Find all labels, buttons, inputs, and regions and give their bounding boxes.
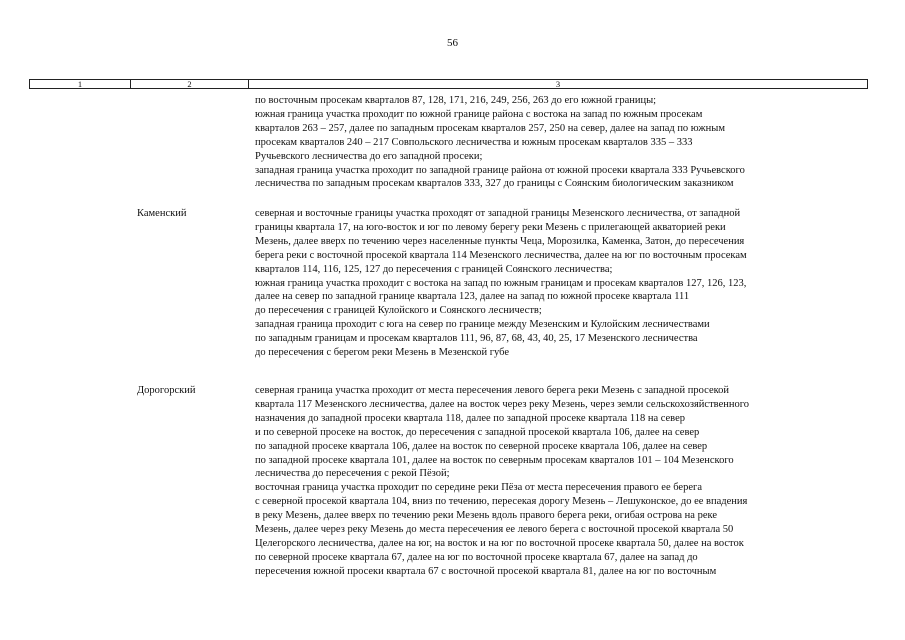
text-line: кварталов 263 – 257, далее по западным просекам кварталов 257, 250 на север, далее на запад по южным [255, 122, 725, 134]
boundary-description [255, 94, 875, 191]
boundary-description [255, 207, 875, 360]
text-line: до пересечения с берегом реки Мезень в Мезенской губе [255, 347, 509, 359]
text-line: пересечения южной просеки квартала 67 с восточной просекой квартала 81, далее на юг по восточным [255, 565, 717, 577]
text-line: просекам кварталов 240 – 217 Совпольского лесничества и южным просекам кварталов 335 – 333 [255, 136, 693, 148]
text-line: границы квартала 17, на юго-восток и юг по левому берегу реки Мезень с прилегающей акваторией реки [255, 221, 726, 233]
text-line: далее на север по западной границе квартала 123, далее на запад по южной просеке квартала 111 [255, 291, 690, 303]
text-line: северная граница участка проходит от места пересечения левого берега реки Мезень с западной просекой [255, 385, 730, 396]
text-line: западная граница проходит с юга на север по границе между Мезенским и Кулойским лесничествами [255, 319, 710, 331]
text-line: Мезень, далее через реку Мезень до места пересечения ее левого берега с восточной просекой квартала 50 [255, 524, 734, 536]
column-header-2: 2 [131, 80, 249, 88]
text-line: восточная граница участка проходит по середине реки Пёза от места пересечения правого ее берега [255, 482, 702, 494]
text-line: по северной просеке квартала 67, далее на юг по восточной просеке квартала 67, далее на запад до [255, 551, 698, 563]
region-name: Каменский [137, 208, 187, 219]
text-line: назначения до западной просеки квартала 118, далее по западной просеке квартала 118 на север [255, 412, 685, 424]
text-line: по восточным просекам кварталов 87, 128, 171, 216, 249, 256, 263 до его южной границы; [255, 95, 657, 106]
page-number: 56 [447, 37, 458, 49]
text-line: с северной просекой квартала 104, вниз по течению, пересекая дорогу Мезень – Лешуконское, до ее впадения [255, 496, 748, 508]
text-line: западная граница участка проходит по западной границе района от южной просеки квартала 333 Ручьевского [255, 164, 745, 176]
text-line: берега реки с восточной просекой квартала 114 Мезенского лесничества, далее на юг по восточным просекам [255, 249, 747, 261]
text-line: кварталов 114, 116, 125, 127 до пересечения с границей Соянского лесничества; [255, 263, 613, 275]
text-line: по западной просеке квартала 106, далее на восток по северной просеке квартала 106, далее на север [255, 440, 708, 452]
text-line: по западным границам и просекам кварталов 111, 96, 87, 68, 43, 40, 25, 17 Мезенского лесничества [255, 333, 698, 345]
table-header-row [29, 79, 868, 89]
text-line: Мезень, далее вверх по течению через населенные пункты Чеца, Морозилка, Каменка, Затон, до пересечения [255, 235, 745, 247]
text-line: Ручьевского лесничества до его западной просеки; [255, 150, 483, 162]
text-line: до пересечения с границей Кулойского и Соянского лесничеств; [255, 305, 542, 317]
region-name: Дорогорский [137, 385, 196, 396]
text-line: лесничества до пересечения с рекой Пёзой; [255, 468, 450, 480]
text-line: квартала 117 Мезенского лесничества, далее на восток через реку Мезень, через земли сельскохозяйственного [255, 398, 750, 410]
text-line: и по северной просеке на восток, до пересечения с западной просекой квартала 106, далее на север [255, 426, 700, 438]
boundary-description [255, 384, 875, 579]
text-line: северная и восточные границы участка проходят от западной границы Мезенского лесничества, от западной [255, 208, 741, 219]
column-header-3: 3 [555, 79, 561, 89]
text-line: Целегорского лесничества, далее на юг, на восток и на юг по восточной просеке квартала 50, далее на восток [255, 537, 744, 549]
column-header-1: 1 [30, 80, 131, 88]
text-line: в реку Мезень, далее вверх по течению реки Мезень вдоль правого берега реки, огибая острова на реке [255, 510, 717, 522]
text-line: по западной просеке квартала 101, далее на восток по северным просекам кварталов 101 – 104 Мезенского [255, 454, 734, 466]
text-line: лесничества по западным просекам кварталов 333, 327 до границы с Соянским биологическим заказником [255, 178, 734, 190]
text-line: южная граница участка проходит с востока на запад по южным границам и просекам кварталов 127, 126, 123, [255, 277, 747, 289]
text-line: южная граница участка проходит по южной границе района с востока на запад по южным просекам [255, 108, 703, 120]
